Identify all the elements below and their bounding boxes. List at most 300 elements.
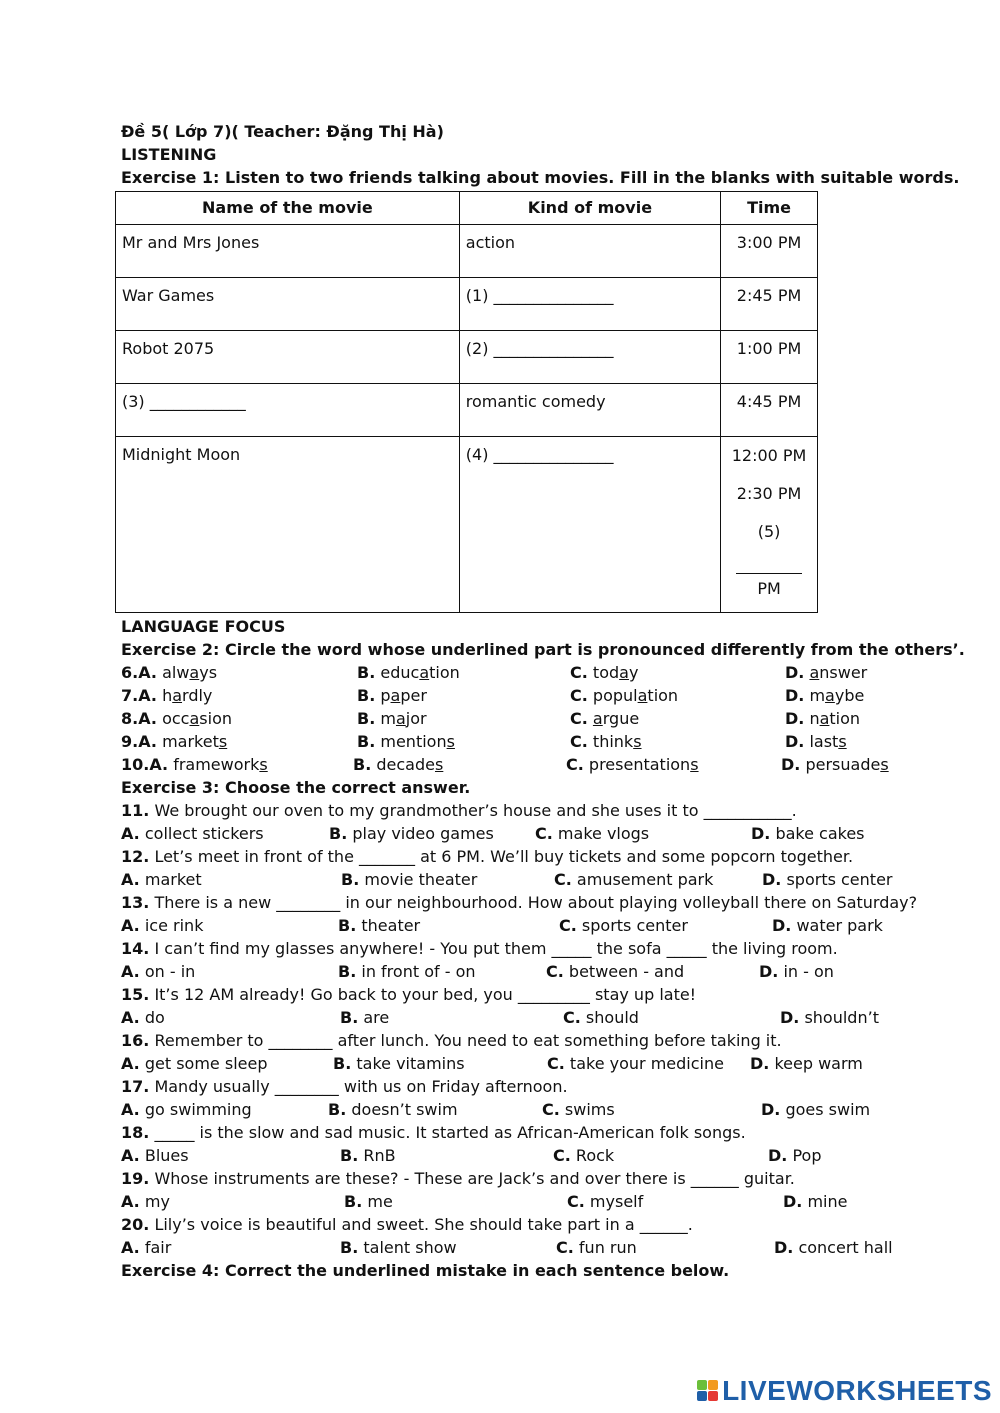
word-part: tion — [829, 709, 861, 728]
question-stem — [121, 1213, 951, 1236]
option-letter: B. — [329, 824, 348, 843]
answer-option[interactable] — [554, 868, 713, 891]
underlined-part: s — [218, 732, 228, 751]
word-part: ys — [199, 663, 218, 682]
time-blank-5[interactable] — [736, 551, 802, 574]
question-number: 14. — [121, 939, 150, 958]
question-stem — [121, 799, 951, 822]
option-text: goes swim — [785, 1100, 871, 1119]
option-letter: B. — [340, 1008, 359, 1027]
movie-name-cell: Mr and Mrs Jones — [116, 225, 460, 278]
option-text: doesn’t swim — [351, 1100, 458, 1119]
option-text: mine — [807, 1192, 848, 1211]
option-text: get some sleep — [144, 1054, 268, 1073]
movie-kind-cell: action — [459, 225, 720, 278]
underlined-part: a — [189, 709, 200, 728]
answer-option[interactable] — [121, 1144, 189, 1167]
question-number: 18. — [121, 1123, 150, 1142]
option-letter: C. — [554, 870, 572, 889]
time-line: 12:00 PM — [731, 446, 807, 465]
option-letter: D. — [783, 1192, 803, 1211]
option-text: water park — [796, 916, 883, 935]
option-letter: B. — [357, 686, 376, 705]
option-letter: A. — [149, 755, 169, 774]
option-text: theater — [361, 916, 421, 935]
word-part: last — [809, 732, 839, 751]
exercise3-instruction: Exercise 3: Choose the correct answer. — [121, 778, 471, 797]
answer-option[interactable] — [570, 661, 638, 684]
option-letter: A. — [121, 1238, 140, 1257]
option-text: my — [144, 1192, 170, 1211]
exercise1-instruction: Exercise 1: Listen to two friends talking about movies. Fill in the blanks with suitable words. — [121, 168, 960, 187]
pronunciation-question — [121, 661, 951, 684]
option-letter: A. — [138, 732, 157, 751]
answer-option[interactable] — [121, 960, 195, 983]
option-letter: B. — [357, 732, 376, 751]
answer-option[interactable] — [121, 684, 212, 707]
option-text: collect stickers — [144, 824, 264, 843]
option-text: take your medicine — [569, 1054, 724, 1073]
pronunciation-question — [121, 730, 951, 753]
movie-kind-blank-2[interactable]: (2) _______________ — [459, 331, 720, 384]
movie-name-cell: Midnight Moon — [116, 437, 460, 613]
word-part: y — [628, 663, 639, 682]
answer-option[interactable] — [772, 914, 883, 937]
option-letter: D. — [785, 709, 805, 728]
question-stem — [121, 1167, 951, 1190]
option-text: in - on — [783, 962, 834, 981]
option-letter: D. — [750, 1054, 770, 1073]
answer-option[interactable] — [783, 1190, 847, 1213]
time-line: (5) — [757, 522, 781, 541]
option-text: bake cakes — [775, 824, 865, 843]
answer-option[interactable] — [121, 753, 268, 776]
word-part: per — [400, 686, 427, 705]
option-letter: C. — [546, 962, 564, 981]
question-stem — [121, 1121, 951, 1144]
movie-time-cell: 2:45 PM — [721, 278, 818, 331]
word-part: rdly — [182, 686, 213, 705]
option-text: fair — [144, 1238, 172, 1257]
answer-option[interactable] — [340, 1144, 396, 1167]
question-stem — [121, 983, 951, 1006]
answer-options-row — [121, 960, 951, 983]
option-text: keep warm — [774, 1054, 863, 1073]
option-letter: C. — [567, 1192, 585, 1211]
pronunciation-question — [121, 707, 951, 730]
answer-options-row — [121, 822, 951, 845]
option-letter: C. — [547, 1054, 565, 1073]
option-letter: A. — [121, 916, 140, 935]
option-text: on - in — [144, 962, 196, 981]
answer-option[interactable] — [785, 730, 847, 753]
worksheet-title: Đề 5( Lớp 7)( Teacher: Đặng Thị Hà) — [121, 122, 444, 141]
underlined-part: a — [819, 709, 830, 728]
question-number: 15. — [121, 985, 150, 1004]
answer-option[interactable] — [566, 753, 699, 776]
question-number: 12. — [121, 847, 150, 866]
word-part: p — [380, 686, 391, 705]
option-letter: A. — [121, 824, 140, 843]
option-text: Blues — [144, 1146, 189, 1165]
option-letter: B. — [357, 709, 376, 728]
answer-option[interactable] — [785, 684, 864, 707]
answer-option[interactable] — [121, 1098, 252, 1121]
word-part: alw — [162, 663, 190, 682]
answer-option[interactable] — [780, 1006, 879, 1029]
answer-option[interactable] — [774, 1236, 893, 1259]
answer-option[interactable] — [121, 1236, 171, 1259]
option-letter: C. — [570, 709, 588, 728]
word-part: framework — [173, 755, 260, 774]
answer-option[interactable] — [121, 1006, 165, 1029]
option-letter: B. — [353, 755, 372, 774]
table-row — [116, 384, 818, 437]
word-part: ybe — [834, 686, 865, 705]
answer-option[interactable] — [567, 1190, 643, 1213]
word-part: presentation — [588, 755, 691, 774]
movie-kind-blank-4[interactable]: (4) _______________ — [459, 437, 720, 613]
option-letter: B. — [341, 870, 360, 889]
underlined-part: a — [419, 663, 430, 682]
answer-option[interactable] — [785, 707, 860, 730]
option-text: sports center — [581, 916, 688, 935]
word-part: nswer — [819, 663, 868, 682]
movie-time-cell: 3:00 PM — [721, 225, 818, 278]
option-letter: A. — [121, 1054, 140, 1073]
option-letter: D. — [751, 824, 771, 843]
option-letter: D. — [761, 1100, 781, 1119]
question-text: It’s 12 AM already! Go back to your bed, you _________ stay up late! — [154, 985, 697, 1004]
table-row — [116, 278, 818, 331]
word-part: tion — [429, 663, 460, 682]
pronunciation-question — [121, 684, 951, 707]
underlined-part: a — [390, 686, 401, 705]
pronunciation-list — [121, 661, 951, 776]
underlined-part: a — [395, 709, 406, 728]
option-letter: A. — [121, 1146, 140, 1165]
question-number: 9. — [121, 732, 139, 751]
word-part: jor — [405, 709, 427, 728]
answer-options-row — [121, 868, 951, 891]
column-header-time: Time — [721, 192, 818, 225]
option-text: Rock — [575, 1146, 615, 1165]
underlined-part: a — [825, 686, 835, 705]
movie-time-cell — [721, 437, 818, 613]
pronunciation-question — [121, 753, 951, 776]
option-text: sports center — [786, 870, 893, 889]
option-text: market — [144, 870, 202, 889]
option-text: make vlogs — [557, 824, 650, 843]
option-letter: B. — [344, 1192, 363, 1211]
question-number: 16. — [121, 1031, 150, 1050]
movie-name-cell: Robot 2075 — [116, 331, 460, 384]
time-line: 2:30 PM — [736, 484, 802, 503]
answer-option[interactable] — [338, 914, 420, 937]
option-letter: A. — [121, 1008, 140, 1027]
option-letter: B. — [328, 1100, 347, 1119]
word-part: tion — [647, 686, 679, 705]
option-text: fun run — [578, 1238, 637, 1257]
column-header-kind: Kind of movie — [459, 192, 720, 225]
exercise2-instruction: Exercise 2: Circle the word whose underlined part is pronounced differently from the others’. — [121, 640, 965, 659]
option-text: RnB — [363, 1146, 396, 1165]
question-text: Let’s meet in front of the _______ at 6 PM. We’ll buy tickets and some popcorn together. — [154, 847, 854, 866]
option-letter: D. — [785, 663, 805, 682]
question-number: 6. — [121, 663, 139, 682]
answer-option[interactable] — [333, 1052, 465, 1075]
word-part: m — [380, 709, 396, 728]
word-part: occ — [162, 709, 190, 728]
question-number: 7. — [121, 686, 139, 705]
option-letter: B. — [340, 1146, 359, 1165]
option-text: me — [367, 1192, 393, 1211]
word-part: persuade — [805, 755, 881, 774]
question-number: 13. — [121, 893, 150, 912]
liveworksheets-logo — [697, 1376, 992, 1406]
answer-option[interactable] — [121, 822, 264, 845]
answer-options-row — [121, 1006, 951, 1029]
answer-option[interactable] — [121, 1190, 170, 1213]
movie-kind-blank-1[interactable]: (1) _______________ — [459, 278, 720, 331]
answer-option[interactable] — [344, 1190, 393, 1213]
option-letter: B. — [340, 1238, 359, 1257]
option-letter: B. — [338, 962, 357, 981]
question-number: 11. — [121, 801, 150, 820]
answer-option[interactable] — [781, 753, 889, 776]
option-letter: A. — [121, 1192, 140, 1211]
option-letter: A. — [121, 962, 140, 981]
option-letter: C. — [535, 824, 553, 843]
underlined-part: s — [880, 755, 889, 774]
answer-option[interactable] — [353, 753, 443, 776]
answer-option[interactable] — [121, 868, 202, 891]
underlined-part: s — [259, 755, 268, 774]
answer-option[interactable] — [750, 1052, 863, 1075]
question-stem — [121, 937, 951, 960]
question-text: Mandy usually ________ with us on Friday afternoon. — [154, 1077, 568, 1096]
underlined-part: a — [619, 663, 629, 682]
underlined-part: s — [838, 732, 847, 751]
option-letter: A. — [138, 663, 157, 682]
option-letter: D. — [781, 755, 801, 774]
movie-name-cell: War Games — [116, 278, 460, 331]
option-letter: C. — [570, 663, 588, 682]
answer-option[interactable] — [121, 730, 227, 753]
option-letter: C. — [559, 916, 577, 935]
underlined-part: s — [446, 732, 455, 751]
option-letter: C. — [570, 686, 588, 705]
answer-option[interactable] — [556, 1236, 637, 1259]
answer-option[interactable] — [570, 707, 639, 730]
answer-option[interactable] — [761, 1098, 870, 1121]
word-part: sion — [199, 709, 232, 728]
logo-mark-icon — [697, 1380, 719, 1402]
question-text: Remember to ________ after lunch. You need to eat something before taking it. — [154, 1031, 782, 1050]
option-letter: A. — [121, 870, 140, 889]
answer-option[interactable] — [785, 661, 867, 684]
option-letter: D. — [759, 962, 779, 981]
question-text: I can’t find my glasses anywhere! - You put them _____ the sofa _____ the living room. — [154, 939, 838, 958]
word-part: educ — [380, 663, 420, 682]
answer-option[interactable] — [563, 1006, 639, 1029]
option-text: should — [585, 1008, 639, 1027]
answer-option[interactable] — [357, 661, 460, 684]
answer-option[interactable] — [759, 960, 834, 983]
answer-option[interactable] — [570, 730, 642, 753]
answer-option[interactable] — [357, 684, 427, 707]
movie-kind-cell: romantic comedy — [459, 384, 720, 437]
question-stem — [121, 891, 951, 914]
question-text: Lily’s voice is beautiful and sweet. She should take part in a ______. — [154, 1215, 693, 1234]
movie-time-cell: 4:45 PM — [721, 384, 818, 437]
answer-option[interactable] — [121, 661, 217, 684]
word-part: decade — [376, 755, 435, 774]
movie-name-blank-3[interactable]: (3) ____________ — [116, 384, 460, 437]
answer-option[interactable] — [338, 960, 476, 983]
underlined-part: s — [690, 755, 699, 774]
underlined-part: a — [189, 663, 200, 682]
answer-option[interactable] — [542, 1098, 615, 1121]
option-letter: A. — [121, 1100, 140, 1119]
answer-option[interactable] — [570, 684, 678, 707]
option-letter: D. — [774, 1238, 794, 1257]
logo-text: LIVEWORKSHEETS — [722, 1375, 992, 1406]
table-row — [116, 225, 818, 278]
question-list — [121, 799, 951, 1259]
option-letter: B. — [333, 1054, 352, 1073]
option-letter: B. — [357, 663, 376, 682]
column-header-name: Name of the movie — [116, 192, 460, 225]
option-text: talent show — [363, 1238, 457, 1257]
answer-option[interactable] — [751, 822, 865, 845]
underlined-part: a — [637, 686, 648, 705]
option-letter: C. — [553, 1146, 571, 1165]
answer-options-row — [121, 1190, 951, 1213]
option-letter: C. — [556, 1238, 574, 1257]
table-row — [116, 437, 818, 613]
answer-options-row — [121, 1052, 951, 1075]
word-part: mention — [380, 732, 447, 751]
question-text: There is a new ________ in our neighbourhood. How about playing volleyball there on Saturday? — [154, 893, 918, 912]
answer-option[interactable] — [121, 707, 232, 730]
answer-options-row — [121, 1236, 951, 1259]
option-letter: C. — [542, 1100, 560, 1119]
word-part: h — [162, 686, 173, 705]
word-part: tod — [592, 663, 620, 682]
option-text: concert hall — [798, 1238, 893, 1257]
question-stem — [121, 845, 951, 868]
movie-time-cell: 1:00 PM — [721, 331, 818, 384]
option-letter: D. — [780, 1008, 800, 1027]
option-text: in front of - on — [361, 962, 476, 981]
option-letter: D. — [785, 686, 805, 705]
question-number: 19. — [121, 1169, 150, 1188]
language-focus-heading: LANGUAGE FOCUS — [121, 617, 286, 636]
question-number: 20. — [121, 1215, 150, 1234]
question-number: 10. — [121, 755, 150, 774]
answer-option[interactable] — [357, 707, 427, 730]
option-letter: C. — [563, 1008, 581, 1027]
word-part: popul — [592, 686, 638, 705]
question-text: We brought our oven to my grandmother’s house and she uses it to ___________. — [154, 801, 797, 820]
option-letter: D. — [762, 870, 782, 889]
answer-option[interactable] — [553, 1144, 614, 1167]
option-letter: D. — [768, 1146, 788, 1165]
question-stem — [121, 1029, 951, 1052]
option-text: do — [144, 1008, 165, 1027]
answer-option[interactable] — [340, 1006, 389, 1029]
option-text: take vitamins — [356, 1054, 465, 1073]
movie-table — [115, 191, 818, 613]
option-text: play video games — [352, 824, 494, 843]
answer-option[interactable] — [121, 914, 203, 937]
answer-options-row — [121, 1144, 951, 1167]
underlined-part: a — [592, 709, 603, 728]
option-text: are — [363, 1008, 390, 1027]
option-letter: D. — [772, 916, 792, 935]
question-stem — [121, 1075, 951, 1098]
answer-options-row — [121, 914, 951, 937]
option-letter: A. — [138, 709, 157, 728]
question-number: 8. — [121, 709, 139, 728]
option-text: movie theater — [364, 870, 478, 889]
answer-option[interactable] — [768, 1144, 821, 1167]
exercise4-instruction: Exercise 4: Correct the underlined mistake in each sentence below. — [121, 1261, 730, 1280]
option-text: ice rink — [144, 916, 204, 935]
listening-heading: LISTENING — [121, 145, 217, 164]
option-text: swims — [564, 1100, 615, 1119]
underlined-part: a — [809, 663, 820, 682]
question-text: Whose instruments are these? - These are Jack’s and over there is ______ guitar. — [154, 1169, 795, 1188]
time-line: PM — [757, 579, 781, 598]
option-text: between - and — [568, 962, 685, 981]
answer-option[interactable] — [535, 822, 649, 845]
table-row — [116, 331, 818, 384]
answer-option[interactable] — [559, 914, 688, 937]
answer-option[interactable] — [340, 1236, 457, 1259]
question-text: _____ is the slow and sad music. It started as African-American folk songs. — [154, 1123, 746, 1142]
option-letter: C. — [570, 732, 588, 751]
question-number: 17. — [121, 1077, 150, 1096]
answer-option[interactable] — [762, 868, 892, 891]
answer-option[interactable] — [357, 730, 455, 753]
answer-option[interactable] — [121, 1052, 267, 1075]
word-part: market — [162, 732, 219, 751]
answer-option[interactable] — [329, 822, 494, 845]
answer-option[interactable] — [546, 960, 684, 983]
underlined-part: s — [434, 755, 444, 774]
option-text: amusement park — [576, 870, 714, 889]
answer-options-row — [121, 1098, 951, 1121]
option-text: Pop — [792, 1146, 822, 1165]
option-text: go swimming — [144, 1100, 252, 1119]
option-letter: D. — [785, 732, 805, 751]
word-part: rgue — [602, 709, 640, 728]
option-text: shouldn’t — [804, 1008, 879, 1027]
answer-option[interactable] — [341, 868, 477, 891]
underlined-part: a — [172, 686, 183, 705]
answer-option[interactable] — [328, 1098, 458, 1121]
word-part: think — [592, 732, 634, 751]
answer-option[interactable] — [547, 1052, 724, 1075]
option-text: myself — [589, 1192, 644, 1211]
word-part: m — [809, 686, 826, 705]
underlined-part: s — [633, 732, 642, 751]
option-letter: A. — [138, 686, 157, 705]
option-letter: B. — [338, 916, 357, 935]
option-letter: C. — [566, 755, 584, 774]
